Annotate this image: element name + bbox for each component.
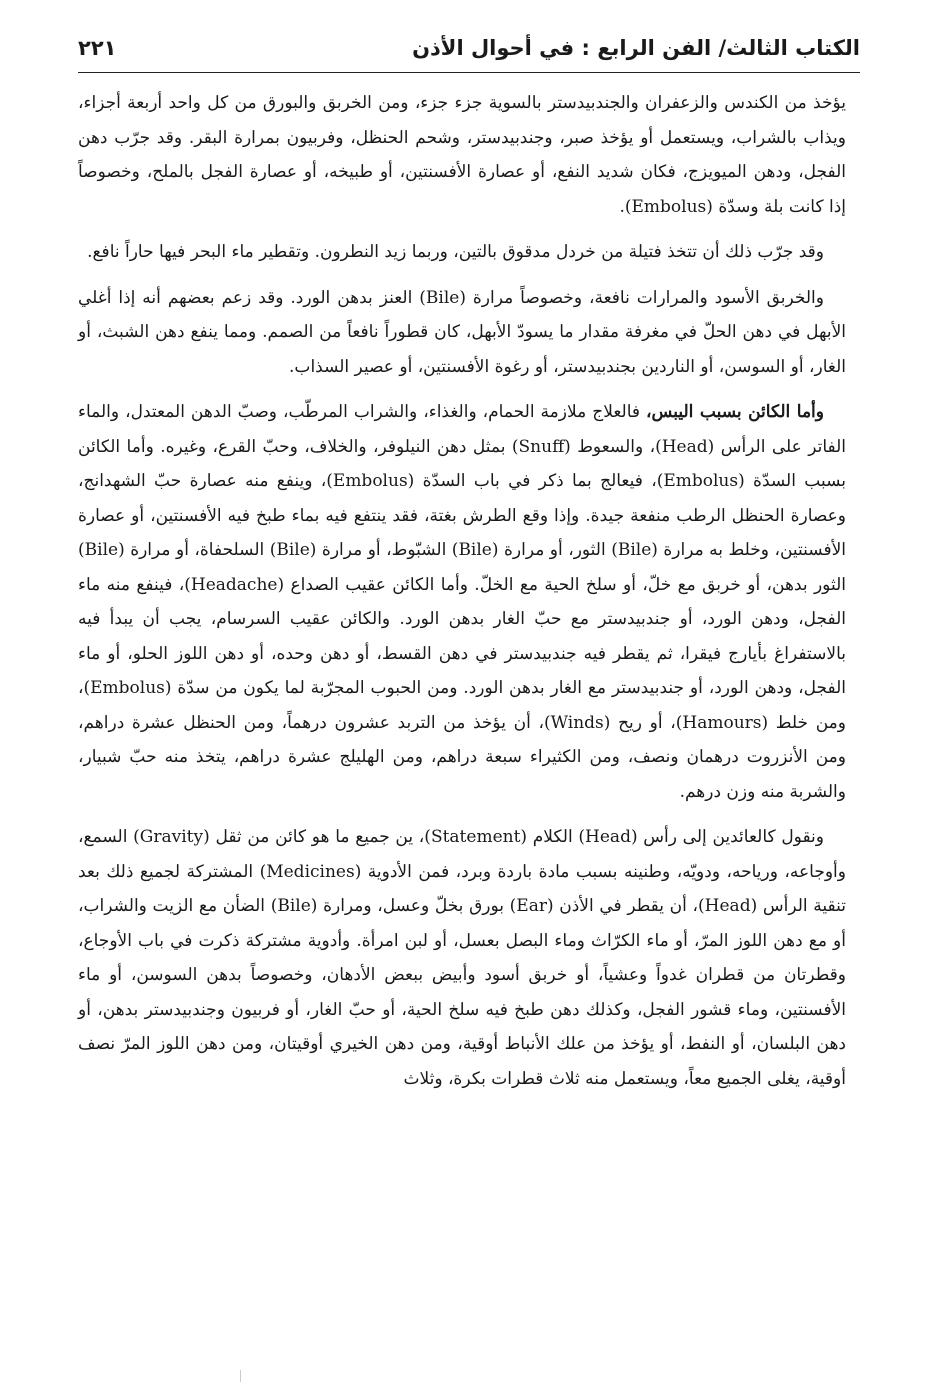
paragraph-lead: وأما الكائن بسبب اليبس،	[646, 402, 824, 422]
paragraph-1	[78, 86, 846, 224]
paragraph-2	[78, 235, 846, 270]
paragraph-3	[78, 281, 846, 385]
header-rule	[78, 72, 860, 73]
paragraph-5	[78, 820, 846, 1096]
page-header	[78, 28, 860, 68]
paragraph-text: والخربق الأسود والمرارات نافعة، وخصوصاً مرارة (Bile) العنز بدهن الورد. وقد زعم بعضهم أنه إذا أغلي الأبهل في دهن الحلّ في مغرفة مقدار ما يسودّ الأبهل، كان قطوراً نافعاً من الصمم. ومما ينفع دهن الشبث، أو الغار، أو السوسن، أو الناردين بجندبيدستر، أو رغوة الأفسنتين، أو عصير السذاب.	[78, 287, 846, 377]
page-number: ٢٢١	[78, 36, 117, 60]
paragraph-text: وقد جرّب ذلك أن تتخذ فتيلة من خردل مدقوق بالتين، وربما زيد النطرون. وتقطير ماء البحر فيها حاراً نافع.	[87, 242, 824, 262]
paragraph-text: يؤخذ من الكندس والزعفران والجندبيدستر بالسوية جزء جزء، ومن الخربق والبورق من كل واحد أربعة أجزاء، ويذاب بالشراب، ويستعمل أو يؤخذ صبر، وجندبيدستر، وشحم الحنظل، وفربيون بمرارة البقر. وقد جرّب دهن الفجل، ودهن الميويزج، فكان شديد النفع، أو عصارة الأفسنتين، أو طبيخه، أو عصارة الفجل بالملح، وخصوصاً إذا كانت بلة وسدّة (Embolus).	[78, 93, 846, 217]
body-text	[78, 86, 846, 1107]
paragraph-4	[78, 395, 846, 809]
paragraph-text: فالعلاج ملازمة الحمام، والغذاء، والشراب المرطّب، وصبّ الدهن المعتدل، والماء الفاتر على الرأس (Head)، والسعوط (Snuff) بمثل دهن النيلوفر، والخلاف، وحبّ القرع، وغيره. وأما الكائن بسبب السدّة (Embolus)، فيعالج بما ذكر في باب السدّة (Embolus)، وينفع منه عصارة حبّ الشهدانج، وعصارة الحنظل الرطب منفعة جيدة. وإذا وقع الطرش بغتة، فقد ينتفع فيه بماء طبخ فيه الأفسنتين، أو عصارة الأفسنتين، وخلط به مرارة (Bile) الثور، أو مرارة (Bile) الشبّوط، أو مرارة (Bile) السلحفاة، أو مرارة (Bile) الثور بدهن، أو خربق مع خلّ، أو سلخ الحية مع الخلّ. وأما الكائن عقيب الصداع (Headache)، فينفع منه ماء الفجل، ودهن الورد، أو جندبيدستر مع حبّ الغار بدهن الورد. والكائن عقيب السرسام، يجب أن يبدأ فيه بالاستفراغ بأيارج فيقرا، ثم يقطر فيه جندبيدستر في دهن القسط، أو دهن وحده، أو دهن اللوز الحلو، أو ماء الفجل، ودهن الورد، أو جندبيدستر مع الغار بدهن الورد. ومن الحبوب المجرّبة لما يكون من سدّة (Embolus)، ومن خلط (Hamours)، أو ريح (Winds)، أن يؤخذ من التربد عشرون درهماً، ومن الحنظل عشرة دراهم، ومن الأنزروت درهمان ونصف، ومن الكثيراء سبعة دراهم، ومن الهليلج عشرة دراهم، يتخذ منه حبّ شبيار، والشربة منه وزن درهم.	[78, 402, 847, 802]
scan-mark	[240, 1370, 241, 1382]
running-title: الكتاب الثالث/ الفن الرابع : في أحوال الأذن	[412, 36, 860, 60]
paragraph-text: ونقول كالعائدين إلى رأس (Head) الكلام (Statement)، ين جميع ما هو كائن من ثقل (Gravity) السمع، وأوجاعه، ورياحه، ودويّه، وطنينه بسبب مادة باردة وبرد، فمن الأدوية (Medicines) المشتركة لجميع ذلك بعد تنقية الرأس (Head)، أن يقطر في الأذن (Ear) بورق بخلّ وعسل، ومرارة (Bile) الضأن مع الزيت والشراب، أو مع دهن اللوز المرّ، أو ماء الكرّاث وماء البصل بعسل، أو لبن امرأة. وأدوية مشتركة ذكرت في باب الأوجاع، وقطرتان من قطران غدواً وعشياً، أو خربق أسود وأبيض ببعض الأدهان، وخصوصاً بدهن السوسن، أو ماء الأفسنتين، وماء قشور الفجل، وكذلك دهن طبخ فيه سلخ الحية، أو حبّ الغار، أو فربيون وجندبيدستر بدهن، أو دهن البلسان، أو النفط، أو يؤخذ من علك الأنباط أوقية، ومن دهن الخيري أوقيتان، ومن دهن اللوز المرّ نصف أوقية، يغلى الجميع معاً، ويستعمل منه ثلاث قطرات بكرة، وثلاث	[78, 827, 847, 1089]
